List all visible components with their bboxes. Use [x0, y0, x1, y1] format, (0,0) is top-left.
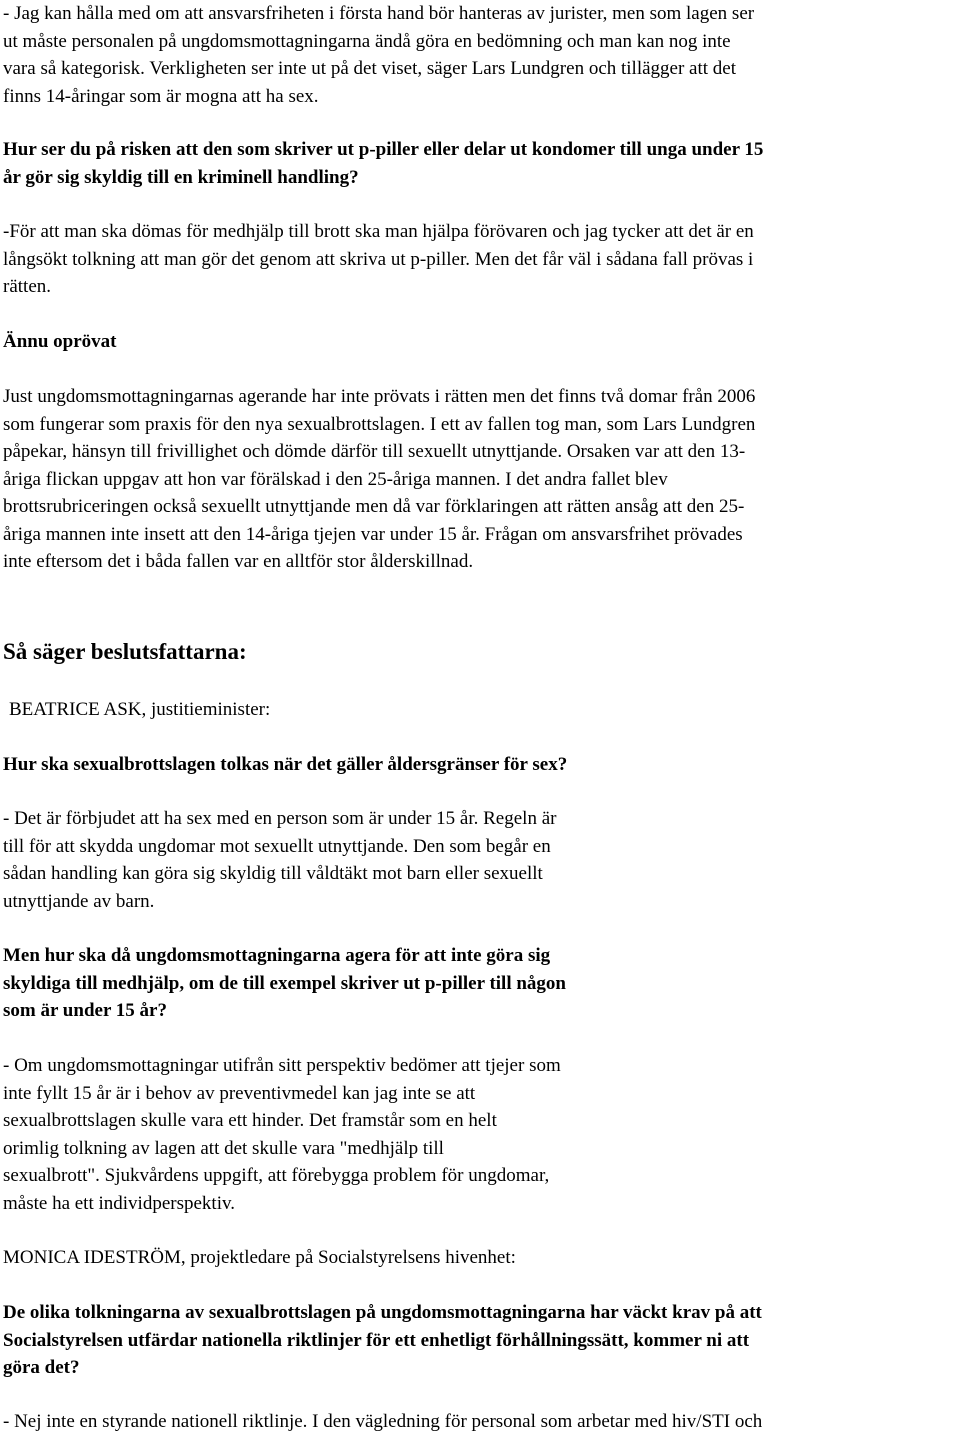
text-line: - Om ungdomsmottagningar utifrån sitt perspektiv bedömer att tjejer som: [3, 1055, 561, 1076]
text-line: De olika tolkningarna av sexualbrottslagen på ungdomsmottagningarna har väckt krav på att: [3, 1302, 762, 1323]
text-line: - Det är förbjudet att ha sex med en person som är under 15 år. Regeln är: [3, 808, 557, 829]
text-line: sådan handling kan göra sig skyldig till våldtäkt mot barn eller sexuellt: [3, 863, 543, 884]
text-line: sexualbrottslagen skulle vara ett hinder. Det framstår som en helt: [3, 1110, 497, 1131]
text-line: inte eftersom det i båda fallen var en alltför stor ålderskillnad.: [3, 551, 474, 572]
paragraph-court-cases: [3, 383, 755, 576]
text-line: - Jag kan hålla med om att ansvarsfriheten i första hand bör hanteras av jurister, men som lagen ser: [3, 3, 755, 24]
text-line: - Nej inte en styrande nationell riktlinje. I den vägledning för personal som arbetar med hiv/STI och: [3, 1411, 763, 1432]
paragraph-answer-medhjalp: [3, 218, 754, 301]
speaker-beatrice-ask: BEATRICE ASK, justitieminister:: [9, 699, 271, 720]
text-line: ut måste personalen på ungdomsmottagningarna ändå göra en bedömning och man kan nog inte: [3, 30, 731, 52]
text-line: sexualbrott". Sjukvårdens uppgift, att förebygga problem för ungdomar,: [3, 1165, 550, 1186]
text-line: som är under 15 år?: [3, 1000, 167, 1021]
text-line: -För att man ska dömas för medhjälp till brott ska man hjälpa förövaren och jag tycker att det är en: [3, 221, 754, 242]
text-line: skyldiga till medhjälp, om de till exempel skriver ut p-piller till någon: [3, 972, 566, 994]
text-line: finns 14-åringar som är mogna att ha sex.: [3, 85, 319, 107]
text-line: Just ungdomsmottagningarnas agerande har inte prövats i rätten men det finns två domar från 2006: [3, 386, 756, 407]
text-line: åriga flickan uppgav att hon var förälskad i den 25-åriga mannen. I det andra fallet blev: [3, 468, 668, 490]
text-line: vara så kategorisk. Verkligheten ser inte ut på det viset, säger Lars Lundgren och tillägger att det: [3, 58, 737, 79]
text-line: utnyttjande av barn.: [3, 890, 155, 912]
text-line: rätten.: [3, 276, 52, 297]
text-line: åriga mannen inte insett att den 14-åriga tjejen var under 15 år. Frågan om ansvarsfrihet prövades: [3, 523, 743, 545]
speaker-monica-idestrom: MONICA IDESTRÖM, projektledare på Socialstyrelsens hivenhet:: [3, 1247, 516, 1268]
question-age-limits: [3, 751, 567, 779]
text-line: påpekar, hänsyn till frivillighet och dömde därför till sexuellt utnyttjande. Orsaken var att den 13-: [3, 441, 746, 462]
section-heading-annu-oprovat: Ännu oprövat: [3, 331, 117, 352]
question-risk: [3, 136, 763, 191]
paragraph-answer-youth-clinics: [3, 1052, 561, 1217]
text-line: orimlig tolkning av lagen att det skulle vara "medhjälp till: [3, 1137, 444, 1159]
paragraph-lars-lundgren-quote: [3, 0, 754, 110]
text-line: år gör sig skyldig till en kriminell handling?: [3, 166, 359, 188]
text-line: brottsrubriceringen också sexuellt utnyttjande men då var förklaringen att rätten ansåg att den 25-: [3, 496, 745, 517]
text-line: Men hur ska då ungdomsmottagningarna agera för att inte göra sig: [3, 945, 551, 966]
text-line: Socialstyrelsen utfärdar nationella riktlinjer för ett enhetligt förhållningssätt, kommer ni att: [3, 1329, 750, 1351]
text-line: Hur ser du på risken att den som skriver ut p-piller eller delar ut kondomer till unga under 15: [3, 139, 764, 160]
paragraph-answer-guidelines: [3, 1408, 762, 1436]
section-heading-beslutsfattarna: Så säger beslutsfattarna:: [3, 639, 247, 664]
question-national-guidelines: [3, 1299, 762, 1382]
text-line: Hur ska sexualbrottslagen tolkas när det gäller åldersgränser för sex?: [3, 754, 568, 775]
text-line: måste ha ett individperspektiv.: [3, 1192, 235, 1214]
text-line: långsökt tolkning att man gör det genom att skriva ut p-piller. Men det får väl i sådana fall prövas i: [3, 248, 754, 270]
text-line: göra det?: [3, 1357, 80, 1378]
text-line: till för att skydda ungdomar mot sexuellt utnyttjande. Den som begår en: [3, 835, 551, 857]
text-line: inte fyllt 15 år är i behov av preventivmedel kan jag inte se att: [3, 1082, 476, 1104]
text-line: som fungerar som praxis för den nya sexualbrottslagen. I ett av fallen tog man, som Lars Lundgren: [3, 413, 756, 435]
question-youth-clinics: [3, 942, 566, 1025]
paragraph-answer-age-limits: [3, 805, 556, 915]
